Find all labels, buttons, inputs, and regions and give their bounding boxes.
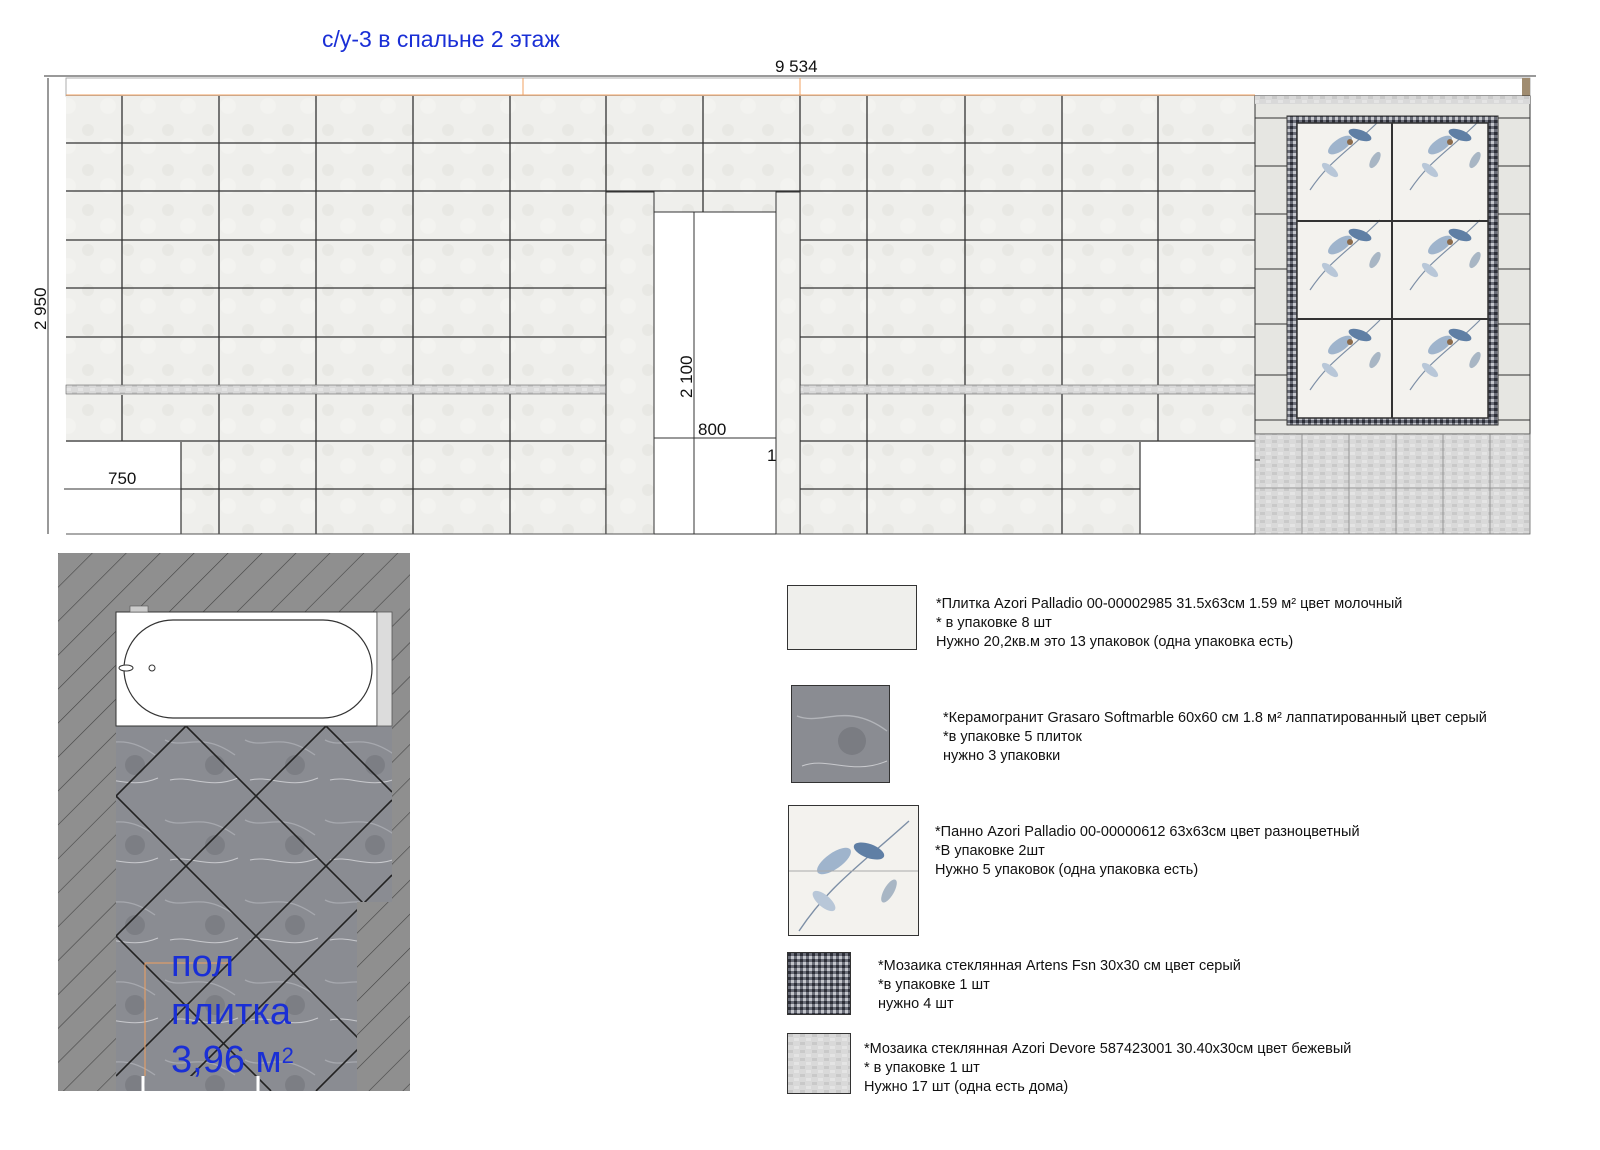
legend-softmarble-line1: *Керамогранит Grasaro Softmarble 60х60 см 1.8 м² лаппатированный цвет серый [943,710,1487,726]
lower-mosaic [1255,434,1530,534]
swatch-palladio [787,585,917,650]
swatch-artens [787,952,851,1015]
drawing-title: с/у-3 в спальне 2 этаж [322,26,560,52]
swatch-softmarble [791,685,890,783]
dim-door-height: 2 100 [677,355,696,398]
legend-artens-line3: нужно 4 шт [878,996,954,1012]
dim-door-width: 800 [698,420,727,439]
legend-palladio [936,595,1402,652]
legend-palladio-line1: *Плитка Azori Palladio 00-00002985 31.5х63см 1.59 м² цвет молочный [936,596,1403,612]
legend-devore [864,1040,1351,1097]
swatch-panno [788,805,919,936]
legend-softmarble-line2: *в упаковке 5 плиток [943,729,1082,745]
swatch-devore [787,1033,851,1094]
legend-palladio-line3: Нужно 20,2кв.м это 13 упаковок (одна упаковка есть) [936,634,1294,650]
legend-devore-line2: * в упаковке 1 шт [864,1060,980,1076]
dim-left-gap: 750 [108,469,137,488]
legend-softmarble-line3: нужно 3 упаковки [943,748,1061,764]
legend-softmarble [943,709,1487,766]
door-opening [654,212,776,534]
dim-door-mark: 1 [767,446,777,465]
floor-label-line2: плитка [171,991,291,1033]
legend-panno-line2: *В упаковке 2шт [935,843,1045,859]
legend-artens-line1: *Мозаика стеклянная Artens Fsn 30х30 см цвет серый [878,958,1241,974]
legend-panno-line3: Нужно 5 упаковок (одна упаковка есть) [935,862,1199,878]
dim-total-width: 9 534 [775,57,818,76]
floor-area-label [171,940,294,1084]
floor-label-line3: 3,96 $м^2$ [171,1039,294,1081]
right-cutout [1140,442,1255,534]
legend-panno [935,823,1360,880]
floor-label-line1: пол [171,943,235,985]
legend-panno-line1: *Панно Azori Palladio 00-00000612 63х63см цвет разноцветный [935,824,1360,840]
legend-palladio-line2: * в упаковке 8 шт [936,615,1052,631]
legend-artens [878,957,1241,1014]
dim-total-height: 2 950 [31,287,50,330]
legend-devore-line1: *Мозаика стеклянная Azori Devore 587423001 30.40х30см цвет бежевый [864,1041,1352,1057]
legend-devore-line3: Нужно 17 шт (одна есть дома) [864,1079,1069,1095]
legend-artens-line2: *в упаковке 1 шт [878,977,990,993]
